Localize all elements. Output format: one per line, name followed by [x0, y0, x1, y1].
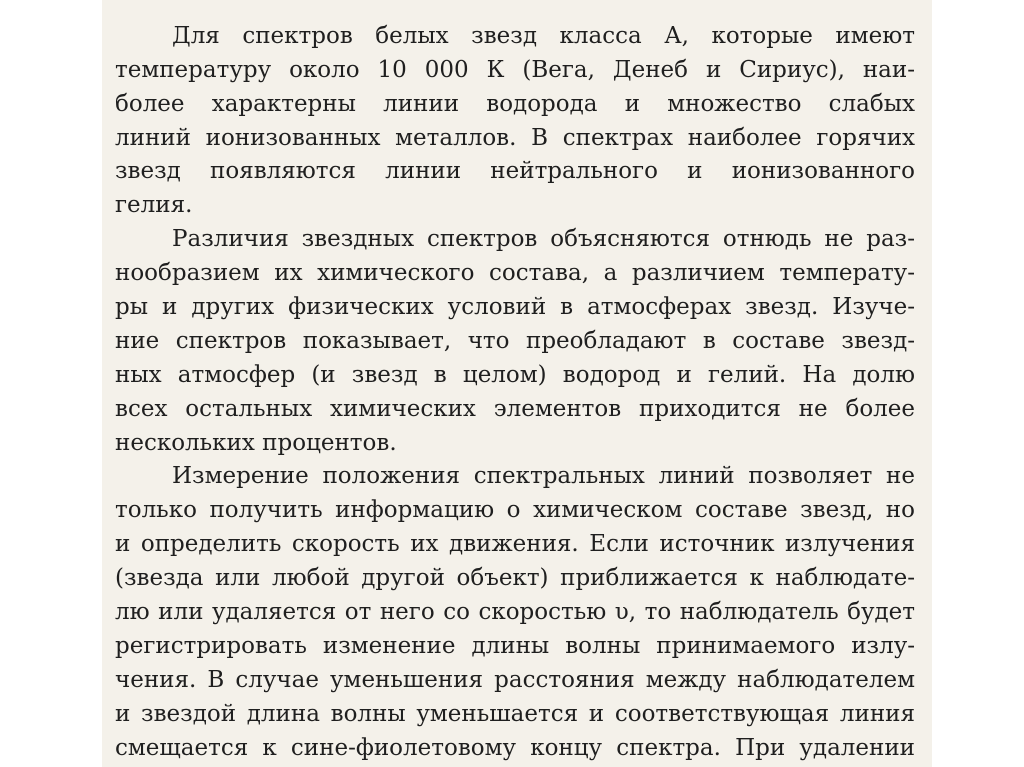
text-line: и звездой длина волны уменьшается и соответствующая линия — [115, 700, 915, 727]
text-line: ных атмосфер (и звезд в целом) водород и гелий. На долю — [115, 361, 915, 388]
text-line: ры и других физических условий в атмосферах звезд. Изуче- — [115, 294, 915, 321]
text-line: (звезда или любой другой объект) приближается к наблюдате- — [115, 565, 915, 592]
paragraph-spectral-differences — [115, 223, 915, 460]
text-line: регистрировать изменение длины волны принимаемого излу- — [115, 632, 915, 659]
text-line: чения. В случае уменьшения расстояния между наблюдателем — [115, 666, 915, 693]
page-text — [115, 0, 915, 765]
text-line: линий ионизованных металлов. В спектрах наиболее горячих — [115, 124, 915, 151]
text-line: нескольких процентов. — [115, 429, 397, 456]
text-line: звезд появляются линии нейтрального и ионизованного — [115, 158, 915, 185]
text-line: Для спектров белых звезд класса А, которые имеют — [172, 22, 915, 49]
cropped-top-line — [115, 0, 915, 20]
text-line: всех остальных химических элементов приходится не более — [115, 395, 915, 422]
text-line: Различия звездных спектров объясняются отнюдь не раз- — [172, 226, 915, 253]
text-line: лю или удаляется от него со скоростью υ, то наблюдатель будет — [115, 599, 915, 626]
text-line: нообразием их химического состава, а различием температу- — [115, 260, 915, 287]
text-line: более характерны линии водорода и множество слабых — [115, 90, 915, 117]
text-line: гелия. — [115, 192, 193, 219]
text-line: смещается к сине-фиолетовому концу спектра. При удалении — [115, 734, 915, 761]
text-line: только получить информацию о химическом составе звезд, но — [115, 497, 915, 524]
paragraph-line-shift-measurement — [115, 460, 915, 765]
text-line: Измерение положения спектральных линий позволяет не — [172, 463, 915, 490]
text-line: ние спектров показывает, что преобладают в составе звезд- — [115, 327, 915, 354]
text-line: и определить скорость их движения. Если источник излучения — [115, 531, 915, 558]
paragraph-a-class-stars — [115, 20, 915, 223]
text-line: температуру около 10 000 К (Вега, Денеб и Сириус), наи- — [115, 56, 915, 83]
